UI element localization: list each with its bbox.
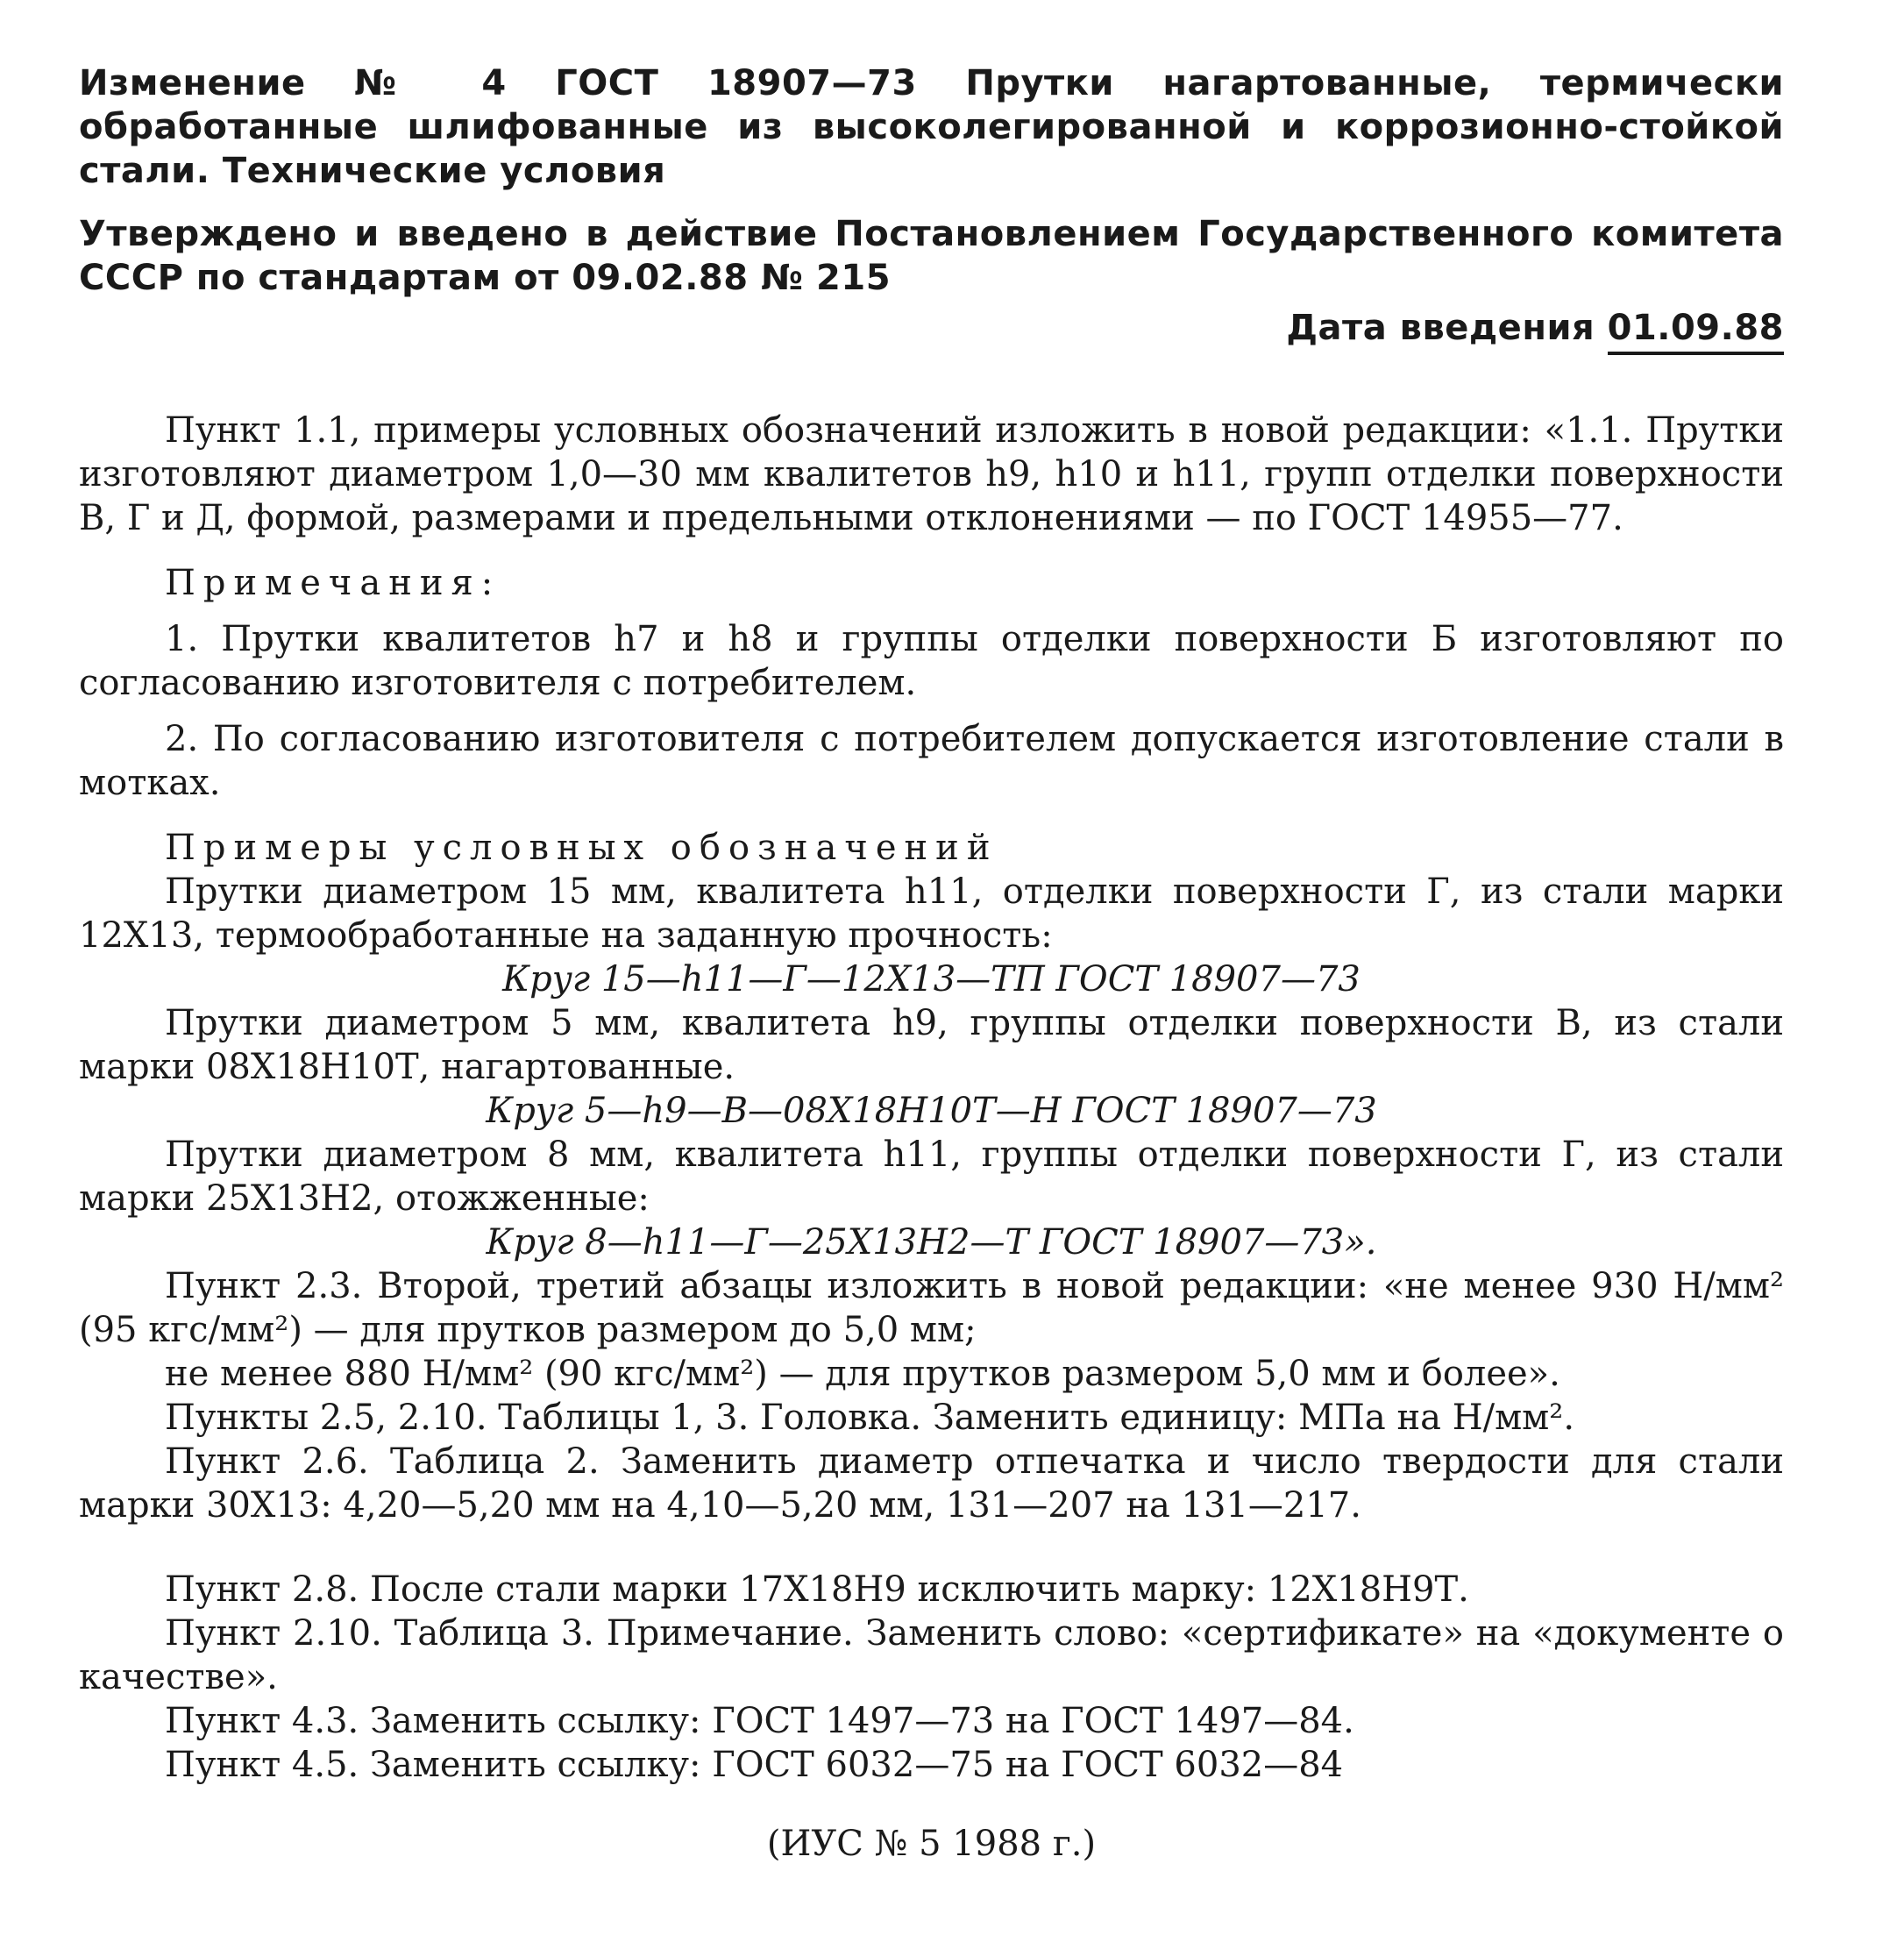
paragraph-2-10: Пункт 2.10. Таблица 3. Примечание. Заменить слово: «сертификате» на «документе о качестве». <box>79 1613 1784 1697</box>
document-page <box>79 61 1784 1866</box>
paragraph-2-6: Пункт 2.6. Таблица 2. Заменить диаметр отпечатка и число твердости для стали марки 30Х13: 4,20—5,20 мм на 4,10—5,20 мм, 131—207 на 131—217. <box>79 1441 1784 1526</box>
paragraph-4-5: Пункт 4.5. Заменить ссылку: ГОСТ 6032—75 на ГОСТ 6032—84 <box>165 1745 1344 1785</box>
example-3-text: Прутки диаметром 8 мм, квалитета h11, группы отделки поверхности Г, из стали марки 25Х13Н2, отожженные: <box>79 1135 1784 1219</box>
example-2-text: Прутки диаметром 5 мм, квалитета h9, группы отделки поверхности В, из стали марки 08Х18Н10Т, нагартованные. <box>79 1003 1784 1087</box>
document-body <box>79 409 1784 1787</box>
notes-heading: Примечания: <box>165 563 501 603</box>
document-header <box>79 61 1784 352</box>
paragraph-2-5: Пункты 2.5, 2.10. Таблицы 1, 3. Головка. Заменить единицу: МПа на Н/мм². <box>165 1398 1575 1438</box>
source-reference: (ИУС № 5 1988 г.) <box>766 1824 1097 1864</box>
effective-date <box>79 303 1784 352</box>
effective-date-value: 01.09.88 <box>1608 308 1784 355</box>
note-2: 2. По согласованию изготовителя с потребителем допускается изготовление стали в мотках. <box>79 719 1784 803</box>
paragraph-2-3: Пункт 2.3. Второй, третий абзацы изложить в новой редакции: «не менее 930 Н/мм² (95 кгс/мм²) — для прутков размером до 5,0 мм; <box>79 1266 1784 1350</box>
example-1-code: Круг 15—h11—Г—12Х13—ТП ГОСТ 18907—73 <box>502 959 1361 1000</box>
paragraph-2-3-cont: не менее 880 Н/мм² (90 кгс/мм²) — для прутков размером 5,0 мм и более». <box>165 1354 1560 1394</box>
example-3-code: Круг 8—h11—Г—25Х13Н2—Т ГОСТ 18907—73». <box>486 1222 1377 1263</box>
approval-statement: Утверждено и введено в действие Постановлением Государственного комитета СССР по стандартам от 09.02.88 № 215 <box>79 214 1784 298</box>
paragraph-4-3: Пункт 4.3. Заменить ссылку: ГОСТ 1497—73 на ГОСТ 1497—84. <box>165 1701 1354 1741</box>
effective-date-label: Дата введения <box>1286 308 1595 348</box>
paragraph-2-8: Пункт 2.8. После стали марки 17Х18Н9 исключить марку: 12Х18Н9Т. <box>165 1569 1469 1610</box>
amendment-title: Изменение № 4 ГОСТ 18907—73 Прутки нагартованные, термически обработанные шлифованные из высоколегированной и коррозионно-стойкой стали. Технические условия <box>79 63 1784 191</box>
example-2-code: Круг 5—h9—В—08Х18Н10Т—Н ГОСТ 18907—73 <box>486 1091 1377 1131</box>
example-1-text: Прутки диаметром 15 мм, квалитета h11, отделки поверхности Г, из стали марки 12Х13, термообработанные на заданную прочность: <box>79 871 1784 956</box>
paragraph-1-1: Пункт 1.1, примеры условных обозначений изложить в новой редакции: «1.1. Прутки изготовляют диаметром 1,0—30 мм квалитетов h9, h10 и h11, групп отделки поверхности В, Г и Д, формой, размерами и предельными отклонениями — по ГОСТ 14955—77. <box>79 410 1784 538</box>
note-1: 1. Прутки квалитетов h7 и h8 и группы отделки поверхности Б изготовляют по согласованию изготовителя с потребителем. <box>79 619 1784 703</box>
examples-heading: Примеры условных обозначений <box>165 828 998 868</box>
